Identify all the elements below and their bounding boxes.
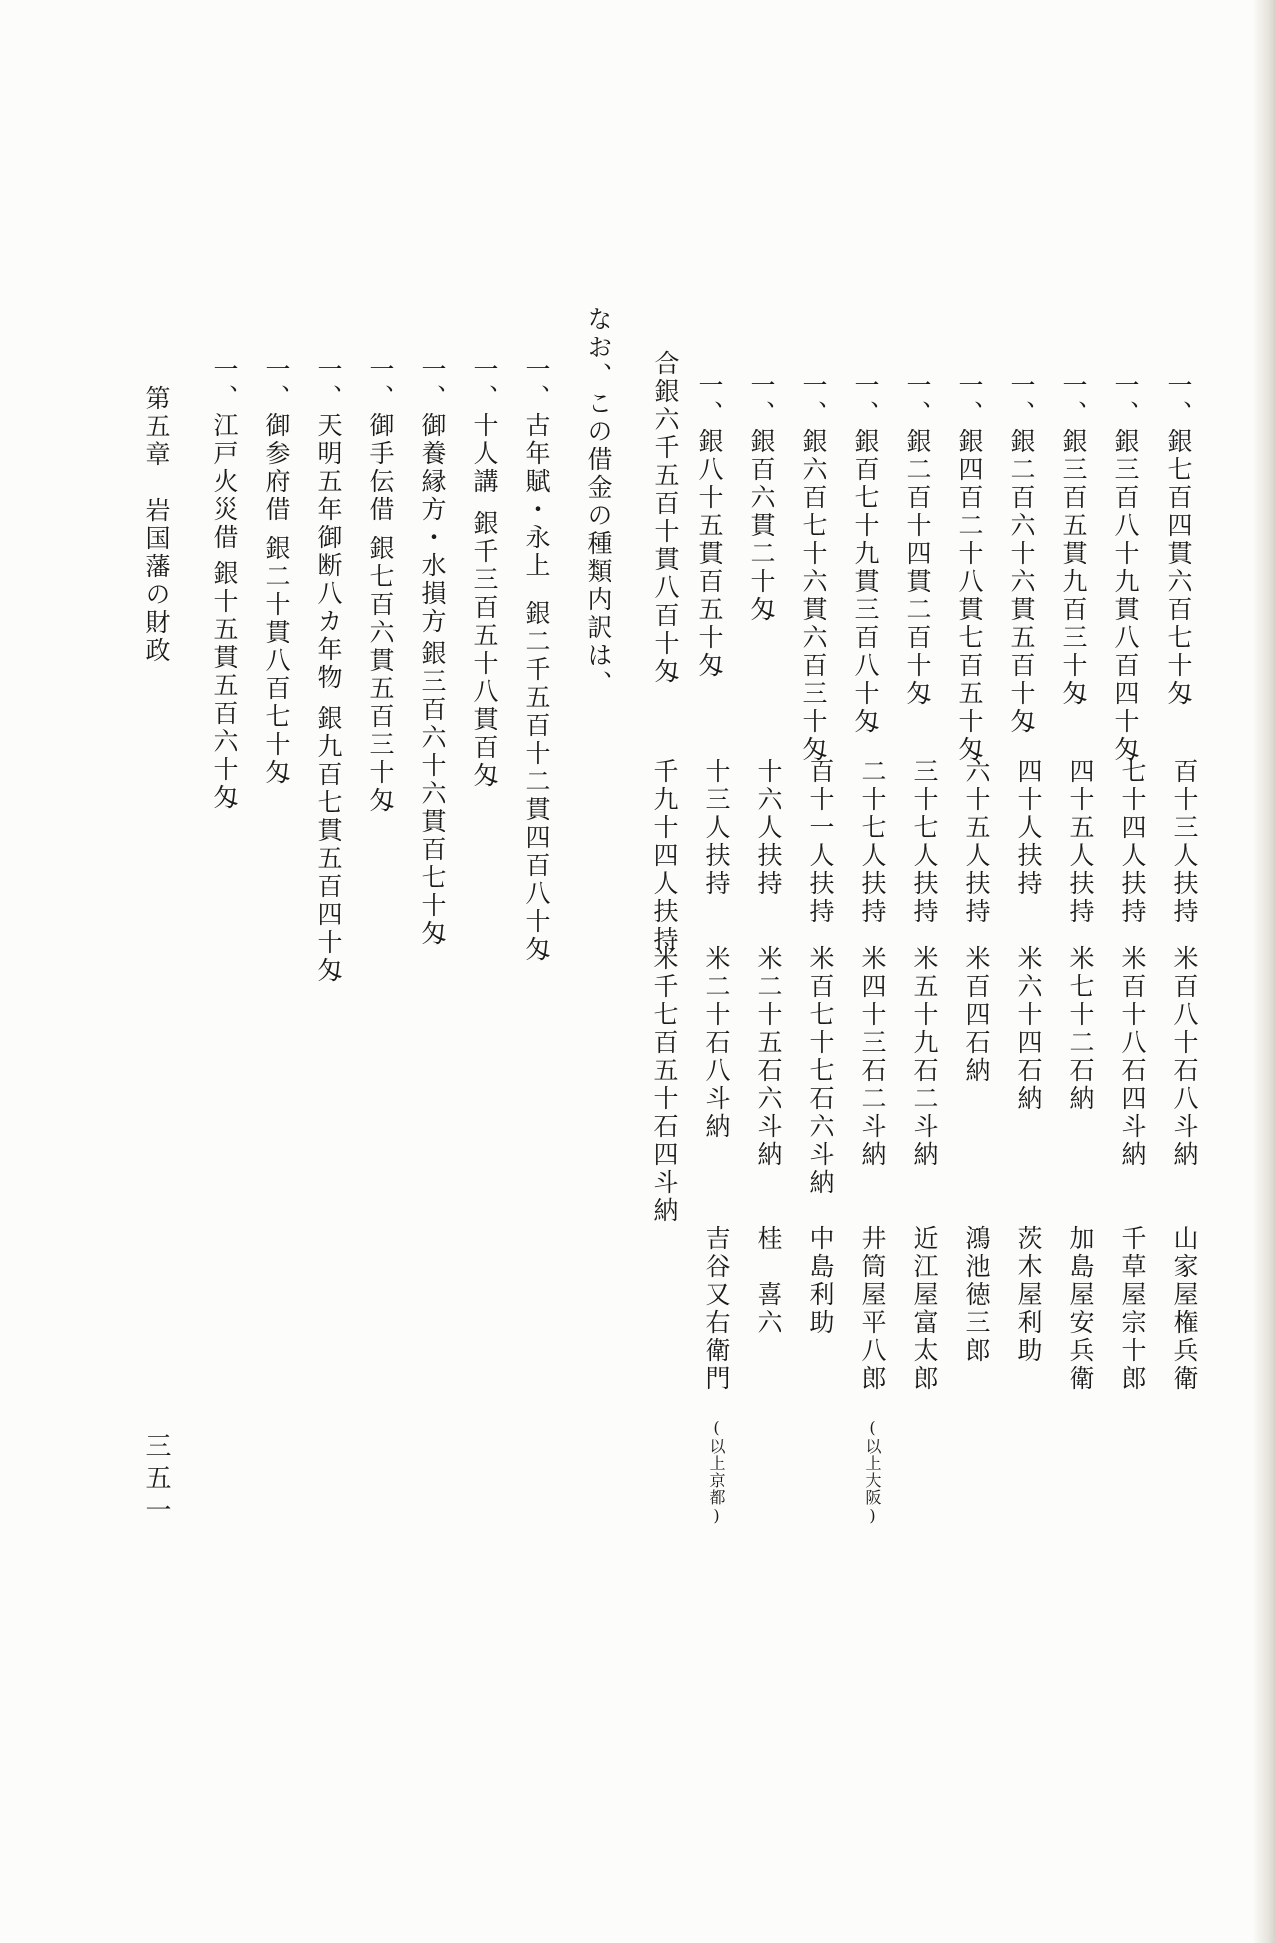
breakdown-label: 一、御養縁方・水損方 — [418, 356, 447, 636]
entry-silver: 一、銀六百七十六貫六百三十匁 — [799, 372, 828, 764]
entry-silver: 一、銀二百六十六貫五百十匁 — [1007, 372, 1036, 736]
breakdown-amount: 銀三百六十六貫百七十匁 — [418, 640, 447, 948]
region-note: (以上京都) — [707, 1418, 726, 1526]
entry-rice: 米二十五石六斗納 — [754, 945, 783, 1169]
entry-rice: 米七十二石納 — [1066, 945, 1095, 1113]
entry-people: 三十七人扶持 — [910, 758, 939, 926]
breakdown-amount: 銀十五貫五百六十匁 — [210, 560, 239, 812]
entry-name: 山家屋権兵衛 — [1170, 1225, 1199, 1393]
entry-name: 吉谷又右衛門 — [702, 1225, 731, 1393]
entry-rice: 米百七十七石六斗納 — [806, 945, 835, 1197]
entry-silver: 一、銀三百五貫九百三十匁 — [1059, 372, 1088, 708]
entry-people: 六十五人扶持 — [962, 758, 991, 926]
breakdown-amount: 銀七百六貫五百三十匁 — [366, 535, 395, 815]
entry-people: 百十三人扶持 — [1170, 758, 1199, 926]
entry-rice: 米百四石納 — [962, 945, 991, 1085]
entry-silver: 一、銀二百十四貫二百十匁 — [903, 372, 932, 708]
entry-name: 中島利助 — [806, 1225, 835, 1337]
breakdown-label: 一、古年賦・永上 — [522, 356, 551, 580]
entry-rice: 米五十九石二斗納 — [910, 945, 939, 1169]
entry-silver: 一、銀百六貫二十匁 — [747, 372, 776, 624]
breakdown-amount: 銀二千五百十二貫四百八十匁 — [522, 600, 551, 964]
entry-silver: 一、銀三百八十九貫八百四十匁 — [1111, 372, 1140, 764]
entry-name: 桂 喜六 — [754, 1225, 783, 1337]
total-people: 千九十四人扶持 — [650, 758, 679, 954]
total-rice: 米千七百五十石四斗納 — [650, 945, 679, 1225]
region-note: (以上大阪) — [863, 1418, 882, 1526]
chapter-header: 第五章 岩国藩の財政 — [142, 385, 171, 665]
entry-silver: 一、銀七百四貫六百七十匁 — [1164, 372, 1193, 708]
breakdown-amount: 銀二十貫八百七十匁 — [262, 535, 291, 787]
entry-rice: 米六十四石納 — [1014, 945, 1043, 1113]
entry-people: 七十四人扶持 — [1118, 758, 1147, 926]
entry-rice: 米百八十石八斗納 — [1170, 945, 1199, 1169]
entry-people: 百十一人扶持 — [806, 758, 835, 926]
breakdown-label: 一、御手伝借 — [366, 356, 395, 524]
entry-name: 千草屋宗十郎 — [1118, 1225, 1147, 1393]
page-number: 三五一 — [141, 1432, 171, 1528]
entry-name: 井筒屋平八郎 — [858, 1225, 887, 1393]
entry-silver: 一、銀四百二十八貫七百五十匁 — [955, 372, 984, 764]
entry-name: 加島屋安兵衛 — [1066, 1225, 1095, 1393]
entry-name: 近江屋富太郎 — [910, 1225, 939, 1393]
entry-rice: 米二十石八斗納 — [702, 945, 731, 1141]
breakdown-label: 一、御参府借 — [262, 356, 291, 524]
entry-people: 二十七人扶持 — [858, 758, 887, 926]
entry-people: 四十人扶持 — [1014, 758, 1043, 898]
entry-name: 鴻池徳三郎 — [962, 1225, 991, 1365]
breakdown-label: 一、十人講 — [470, 356, 499, 496]
entry-silver: 一、銀百七十九貫三百八十匁 — [851, 372, 880, 736]
intro-sentence: なお、この借金の種類内訳は、 — [584, 306, 613, 698]
page-edge — [1253, 0, 1275, 1943]
entry-people: 十六人扶持 — [754, 758, 783, 898]
entry-people: 四十五人扶持 — [1066, 758, 1095, 926]
breakdown-amount: 銀九百七貫五百四十匁 — [314, 705, 343, 985]
entry-people: 十三人扶持 — [702, 758, 731, 898]
breakdown-amount: 銀千三百五十八貫百匁 — [470, 510, 499, 790]
breakdown-label: 一、江戸火災借 — [210, 356, 239, 552]
entry-rice: 米百十八石四斗納 — [1118, 945, 1147, 1169]
entry-rice: 米四十三石二斗納 — [858, 945, 887, 1169]
breakdown-label: 一、天明五年御断八カ年物 — [314, 356, 343, 692]
entry-name: 茨木屋利助 — [1014, 1225, 1043, 1365]
entry-silver: 一、銀八十五貫百五十匁 — [695, 372, 724, 680]
total-silver: 合銀六千五百十貫八百十匁 — [651, 350, 680, 686]
